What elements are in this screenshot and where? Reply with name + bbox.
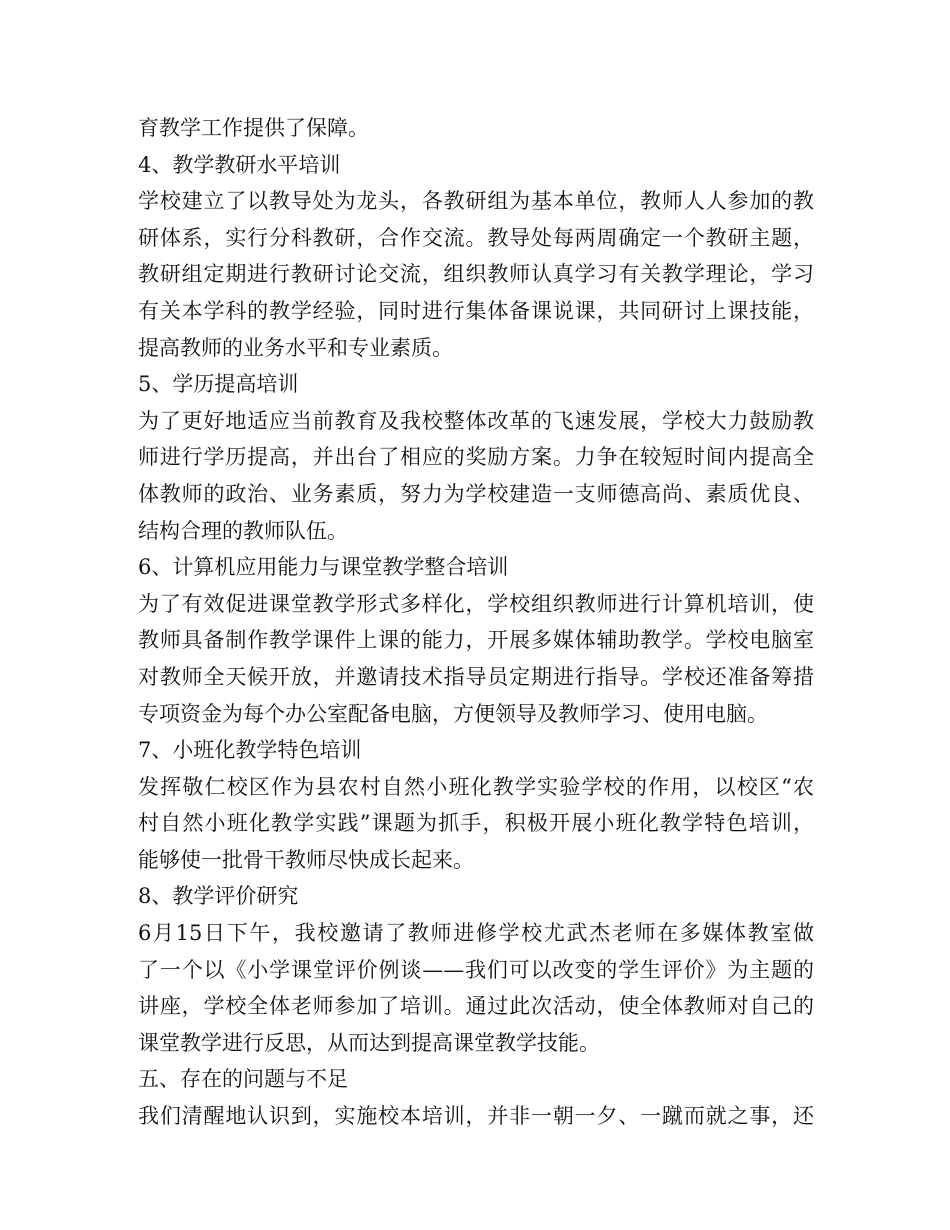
text-line: 学校建立了以教导处为龙头，各教研组为基本单位，教师人人参加的教 — [138, 189, 814, 214]
section-heading: 7、小班化教学特色培训 — [138, 738, 362, 763]
section-heading: 6、计算机应用能力与课堂教学整合培训 — [138, 555, 509, 580]
section-heading: 8、教学评价研究 — [138, 884, 299, 909]
text-line: 6月15日下午，我校邀请了教师进修学校尤武杰老师在多媒体教室做 — [138, 921, 814, 946]
section-heading: 4、教学教研水平培训 — [138, 152, 341, 177]
text-line: 能够使一批骨干教师尽快成长起来。 — [138, 847, 474, 872]
text-line: 对教师全天候开放，并邀请技术指导员定期进行指导。学校还准备筹措 — [138, 664, 814, 689]
text-line: 为了更好地适应当前教育及我校整体改革的飞速发展，学校大力鼓励教 — [138, 408, 814, 433]
section-heading: 5、学历提高培训 — [138, 372, 299, 397]
text-line: 课堂教学进行反思，从而达到提高课堂教学技能。 — [138, 1030, 600, 1055]
text-line: 了一个以《小学课堂评价例谈——我们可以改变的学生评价》为主题的 — [138, 957, 814, 982]
text-line: 结构合理的教师队伍。 — [138, 518, 348, 543]
text-line: 讲座，学校全体老师参加了培训。通过此次活动，使全体教师对自己的 — [138, 994, 814, 1019]
text-line: 专项资金为每个办公室配备电脑，方便领导及教师学习、使用电脑。 — [138, 701, 768, 726]
text-line: 发挥敬仁校区作为县农村自然小班化教学实验学校的作用，以校区“农 — [138, 774, 814, 799]
text-line: 育教学工作提供了保障。 — [138, 116, 369, 140]
text-line: 研体系，实行分科教研，合作交流。教导处每两周确定一个教研主题， — [138, 225, 814, 250]
text-line: 师进行学历提高，并出台了相应的奖励方案。力争在较短时间内提高全 — [138, 445, 814, 470]
document-page — [138, 110, 814, 1135]
text-line: 提高教师的业务水平和专业素质。 — [138, 335, 453, 360]
text-line: 为了有效促进课堂教学形式多样化，学校组织教师进行计算机培训，使 — [138, 591, 814, 616]
text-line: 体教师的政治、业务素质，努力为学校建造一支师德高尚、素质优良、 — [138, 481, 814, 506]
text-line: 教研组定期进行教研讨论交流，组织教师认真学习有关教学理论，学习 — [138, 262, 814, 287]
text-line: 我们清醒地认识到，实施校本培训，并非一朝一夕、一蹴而就之事，还 — [138, 1104, 814, 1129]
text-line: 教师具备制作教学课件上课的能力，开展多媒体辅助教学。学校电脑室 — [138, 628, 814, 653]
text-line: 有关本学科的教学经验，同时进行集体备课说课，共同研讨上课技能， — [138, 298, 814, 323]
text-line: 村自然小班化教学实践”课题为抓手，积极开展小班化教学特色培训， — [138, 811, 814, 836]
section-heading: 五、存在的问题与不足 — [138, 1067, 348, 1092]
